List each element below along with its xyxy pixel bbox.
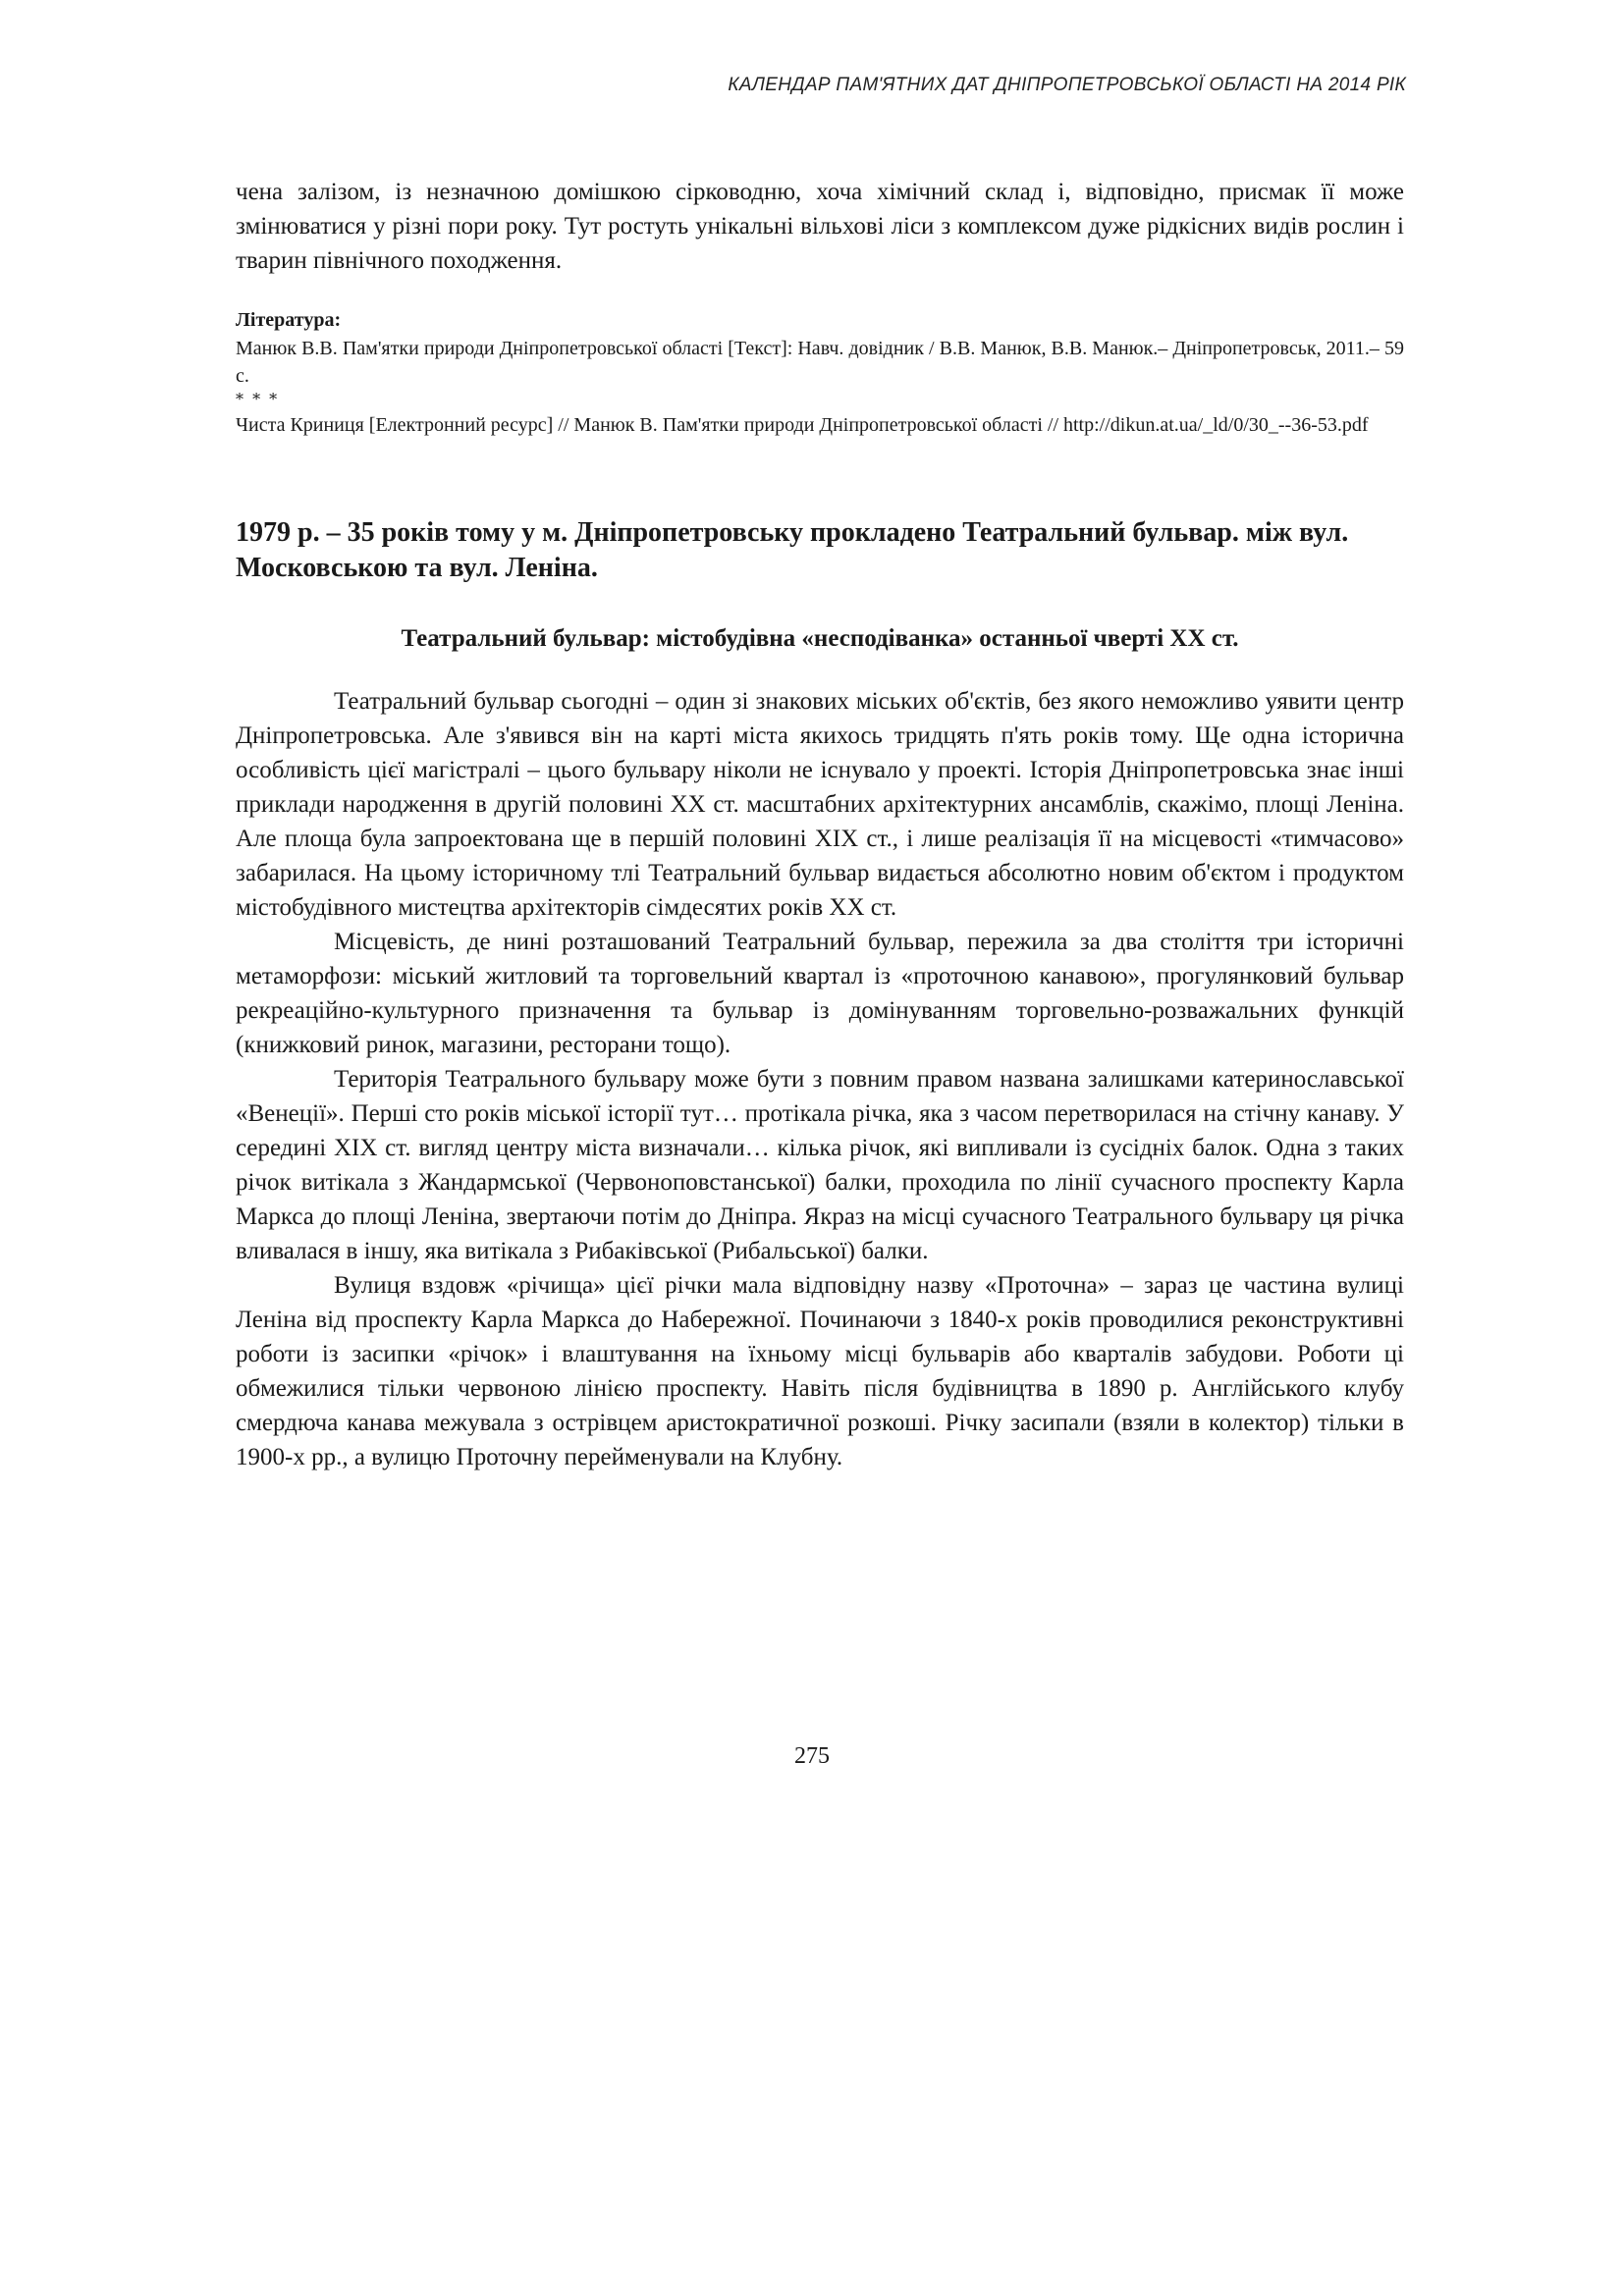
literature-heading: Література: (236, 309, 342, 331)
page-content (236, 175, 1404, 1474)
article-paragraph: Вулиця вздовж «річища» цієї річки мала відповідну назву «Проточна» – зараз це частина вулиці Леніна від проспекту Карла Маркса до Набережної. Починаючи з 1840-х років проводилися реконструктивні роботи із засипки «річок» і влаштування на їхньому місці бульварів або кварталів забудови. Роботи ці обмежилися тільки червоною лінією проспекту. Навіть після будівництва в 1890 р. Англійського клубу смердюча канава межувала з острівцем аристократичної розкоші. Річку засипали (взяли в колектор) тільки в 1900-х рр., а вулицю Проточну перейменували на Клубну. (236, 1272, 1404, 1470)
literature-entry: Манюк В.В. Пам'ятки природи Дніпропетровської області [Текст]: Навч. довідник / В.В. Манюк, В.В. Манюк.– Дніпропетровськ, 2011.– 59 с. (236, 338, 1404, 387)
event-heading: 1979 р. – 35 років тому у м. Дніпропетровську прокладено Театральний бульвар. між вул. Московською та вул. Леніна. (236, 517, 1349, 583)
article-paragraph: Місцевість, де нині розташований Театральний бульвар, пережила за два століття три історичні метаморфози: міський житловий та торговельний квартал із «проточною канавою», прогулянковий бульвар рекреаційно-культурного призначення та бульвар із домінуванням торговельно-розважальних функцій (книжковий ринок, магазини, ресторани тощо). (236, 929, 1404, 1058)
article-paragraph: Територія Театрального бульвару може бути з повним правом названа залишками катеринославської «Венеції». Перші сто років міської історії тут… протікала річка, яка з часом перетворилася на стічну канаву. У середині ХІХ ст. вигляд центру міста визначали… кілька річок, які випливали із сусідніх балок. Одна з таких річок витікала з Жандармської (Червоноповстанської) балки, проходила по лінії сучасного проспекту Карла Маркса до площі Леніна, звертаючи потім до Дніпра. Якраз на місці сучасного Театрального бульвару ця річка вливалася в іншу, яка витікала з Рибаківської (Рибальської) балки. (236, 1066, 1404, 1264)
page-number: 275 (794, 1743, 830, 1769)
literature-section (236, 309, 1404, 439)
literature-entry: Чиста Криниця [Електронний ресурс] // Манюк В. Пам'ятки природи Дніпропетровської області // http://dikun.at.ua/_ld/0/30_--36-53.pdf (236, 414, 1369, 436)
intro-paragraph: чена залізом, із незначною домішкою сірководню, хоча хімічний склад і, відповідно, присмак її може змінюватися у різні пори року. Тут ростуть унікальні вільхові ліси з комплексом дуже рідкісних видів рослин і тварин північного походження. (236, 179, 1404, 274)
article-title: Театральний бульвар: містобудівна «несподіванка» останньої чверті ХХ ст. (401, 625, 1239, 652)
article-body (236, 684, 1404, 1474)
running-header: КАЛЕНДАР ПАМ'ЯТНИХ ДАТ ДНІПРОПЕТРОВСЬКОЇ ОБЛАСТІ НА 2014 РІК (728, 75, 1406, 95)
article-paragraph: Театральний бульвар сьогодні – один зі знакових міських об'єктів, без якого неможливо уявити центр Дніпропетровська. Але з'явився він на карті міста якихось тридцять п'ять років тому. Ще одна історична особливість цієї магістралі – цього бульвару ніколи не існувало у проекті. Історія Дніпропетровська знає інші приклади народження в другій половині ХХ ст. масштабних архітектурних ансамблів, скажімо, площі Леніна. Але площа була запроектована ще в першій половині ХІХ ст., і лише реалізація її на місцевості «тимчасово» забарилася. На цьому історичному тлі Театральний бульвар видається абсолютно новим об'єктом і продуктом містобудівного мистецтва архітекторів сімдесятих років ХХ ст. (236, 688, 1404, 921)
separator-stars: * * * (236, 390, 280, 408)
